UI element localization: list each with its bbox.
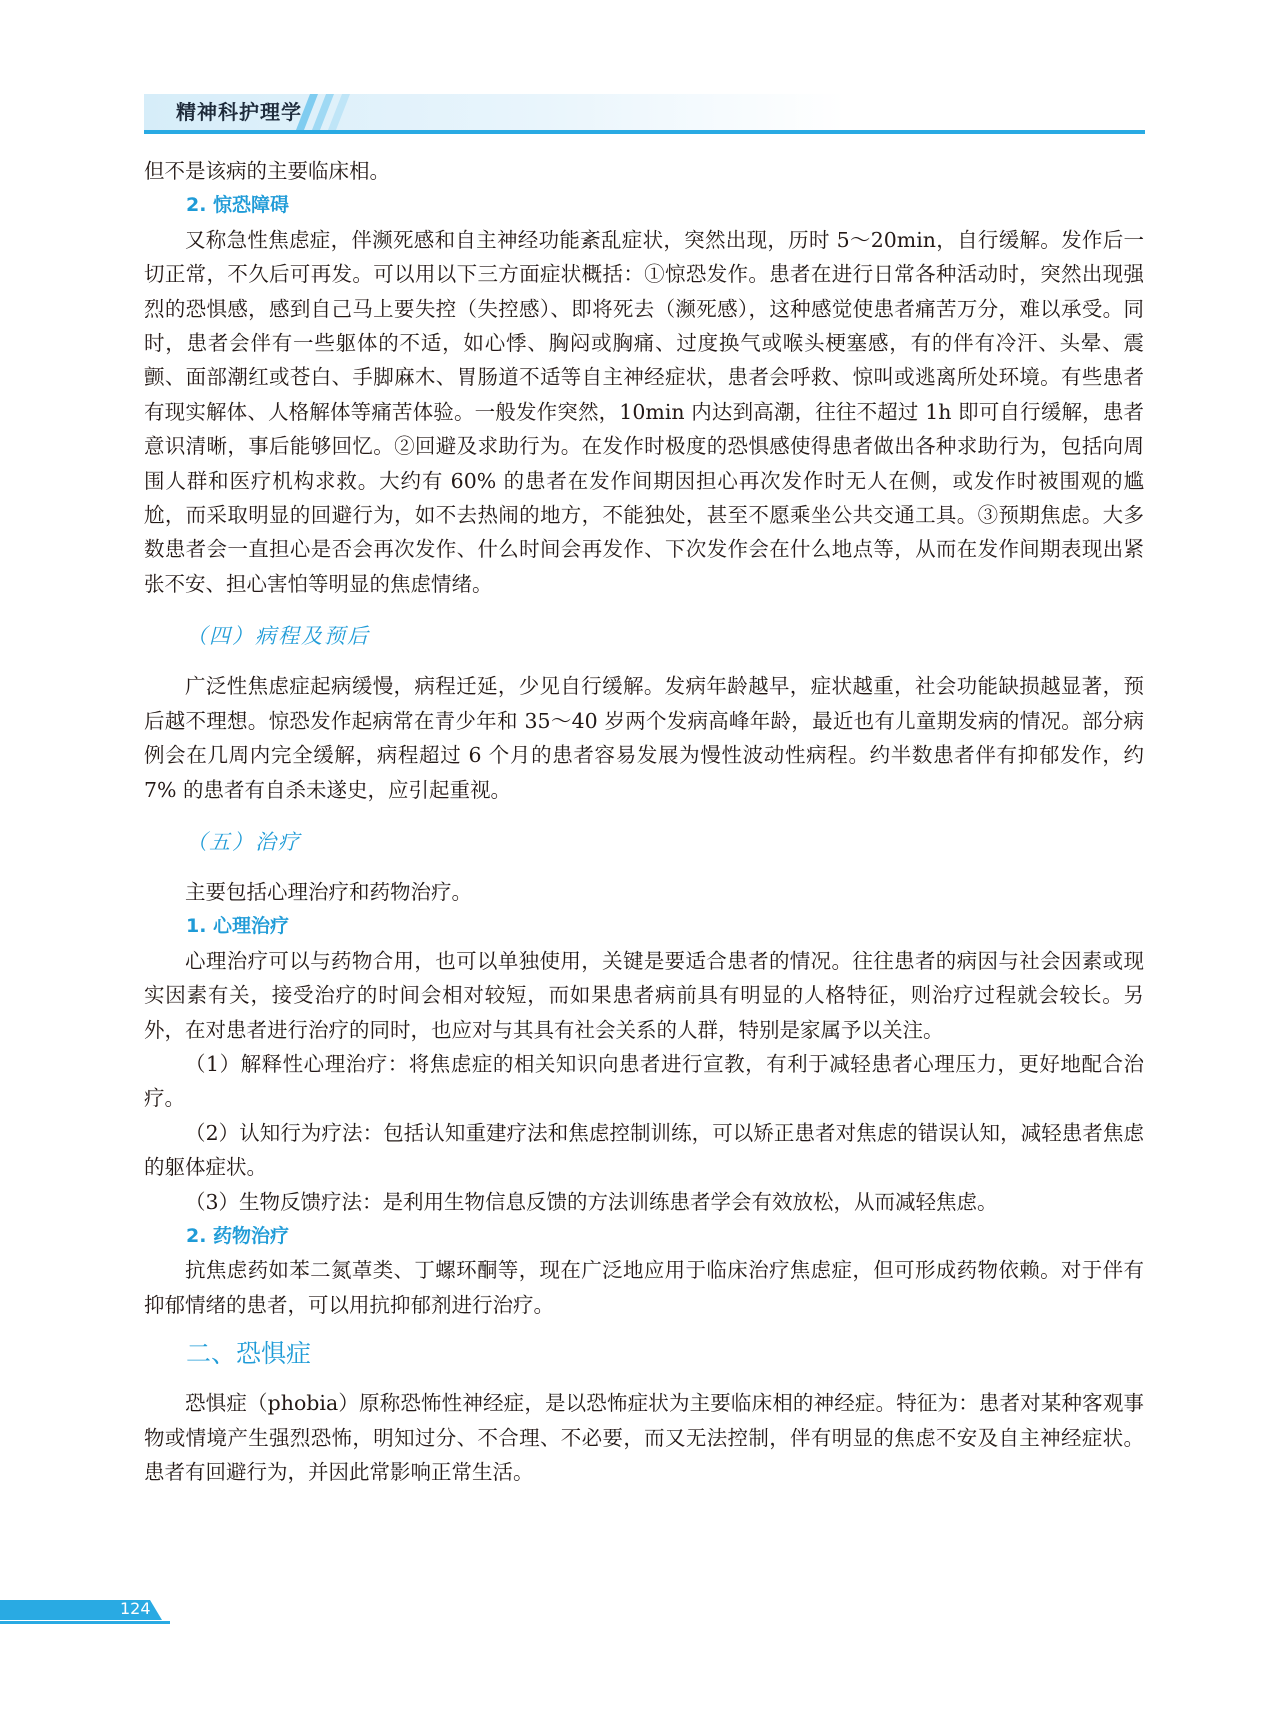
header-stripes-decoration (296, 94, 360, 130)
running-title: 精神科护理学 (176, 100, 302, 124)
paragraph-treatment-intro: 主要包括心理治疗和药物治疗。 (185, 879, 472, 904)
paragraph-phobia: 恐惧症（phobia）原称恐怖性神经症，是以恐怖症状为主要临床相的神经症。特征为：患者对某种客观事物或情境产生强烈恐怖，明知过分、不合理、不必要，而又无法控制，伴有明显的焦虑不安及自主神经症状。患者有回避行为，并因此常影响正常生活。 (144, 1391, 1144, 1484)
paragraph-course-prognosis: 广泛性焦虑症起病缓慢，病程迁延，少见自行缓解。发病年龄越早，症状越重，社会功能缺损越显著，预后越不理想。惊恐发作起病常在青少年和 35～40 岁两个发病高峰年龄，最近也有儿童期发病的情况。部分病例会在几周内完全缓解，病程超过 6 个月的患者容易发展为慢性波动性病程。约半数患者伴有抑郁发作，约 7% 的患者有自杀未遂史，应引起重视。 (144, 674, 1144, 802)
header-rule (144, 130, 1145, 134)
list-item-explanatory-therapy: （1）解释性心理治疗：将焦虑症的相关知识向患者进行宣教，有利于减轻患者心理压力，更好地配合治疗。 (144, 1051, 1144, 1111)
paragraph-continuation: 但不是该病的主要临床相。 (144, 159, 390, 183)
chapter-heading-phobia: 二、恐惧症 (186, 1339, 312, 1369)
list-item-cbt: （2）认知行为疗法：包括认知重建疗法和焦虑控制训练，可以矫正患者对焦虑的错误认知，减轻患者焦虑的躯体症状。 (144, 1120, 1144, 1180)
section-heading-treatment: （五）治疗 (186, 829, 301, 854)
paragraph-panic-disorder: 又称急性焦虑症，伴濒死感和自主神经功能紊乱症状，突然出现，历时 5～20min，自行缓解。发作后一切正常，不久后可再发。可以用以下三方面症状概括：①惊恐发作。患者在进行日常各种活动时，突然出现强烈的恐惧感，感到自己马上要失控（失控感）、即将死去（濒死感），这种感觉使患者痛苦万分，难以承受。同时，患者会伴有一些躯体的不适，如心悸、胸闷或胸痛、过度换气或喉头梗塞感，有的伴有冷汗、头晕、震颤、面部潮红或苍白、手脚麻木、胃肠道不适等自主神经症状，患者会呼救、惊叫或逃离所处环境。有些患者有现实解体、人格解体等痛苦体验。一般发作突然，10min 内达到高潮，往往不超过 1h 即可自行缓解，患者意识清晰，事后能够回忆。②回避及求助行为。在发作时极度的恐惧感使得患者做出各种求助行为，包括向周围人群和医疗机构求救。大约有 60% 的患者在发作间期因担心再次发作时无人在侧，或发作时被围观的尴尬，而采取明显的回避行为，如不去热闹的地方，不能独处，甚至不愿乘坐公共交通工具。③预期焦虑。大多数患者会一直担心是否会再次发作、什么时间会再发作、下次发作会在什么地点等，从而在发作间期表现出紧张不安、担心害怕等明显的焦虑情绪。 (144, 227, 1144, 596)
section-heading-course-prognosis: （四）病程及预后 (186, 624, 370, 649)
paragraph-psychotherapy: 心理治疗可以与药物合用，也可以单独使用，关键是要适合患者的情况。往往患者的病因与社会因素或现实因素有关，接受治疗的时间会相对较短，而如果患者病前具有明显的人格特征，则治疗过程就会较长。另外，在对患者进行治疗的同时，也应对与其具有社会关系的人群，特别是家属予以关注。 (144, 948, 1144, 1042)
paragraph-drug-therapy: 抗焦虑药如苯二氮䓬类、丁螺环酮等，现在广泛地应用于临床治疗焦虑症，但可形成药物依赖。对于伴有抑郁情绪的患者，可以用抗抑郁剂进行治疗。 (144, 1258, 1144, 1317)
list-item-biofeedback: （3）生物反馈疗法：是利用生物信息反馈的方法训练患者学会有效放松，从而减轻焦虑。 (185, 1189, 998, 1214)
subheading-drug-therapy: 2. 药物治疗 (186, 1224, 290, 1247)
running-header (0, 0, 1275, 140)
subheading-panic-disorder: 2. 惊恐障碍 (186, 194, 290, 217)
subheading-psychotherapy: 1. 心理治疗 (186, 915, 290, 938)
page-number: 124 (120, 1599, 151, 1618)
page-body (144, 154, 1144, 1489)
